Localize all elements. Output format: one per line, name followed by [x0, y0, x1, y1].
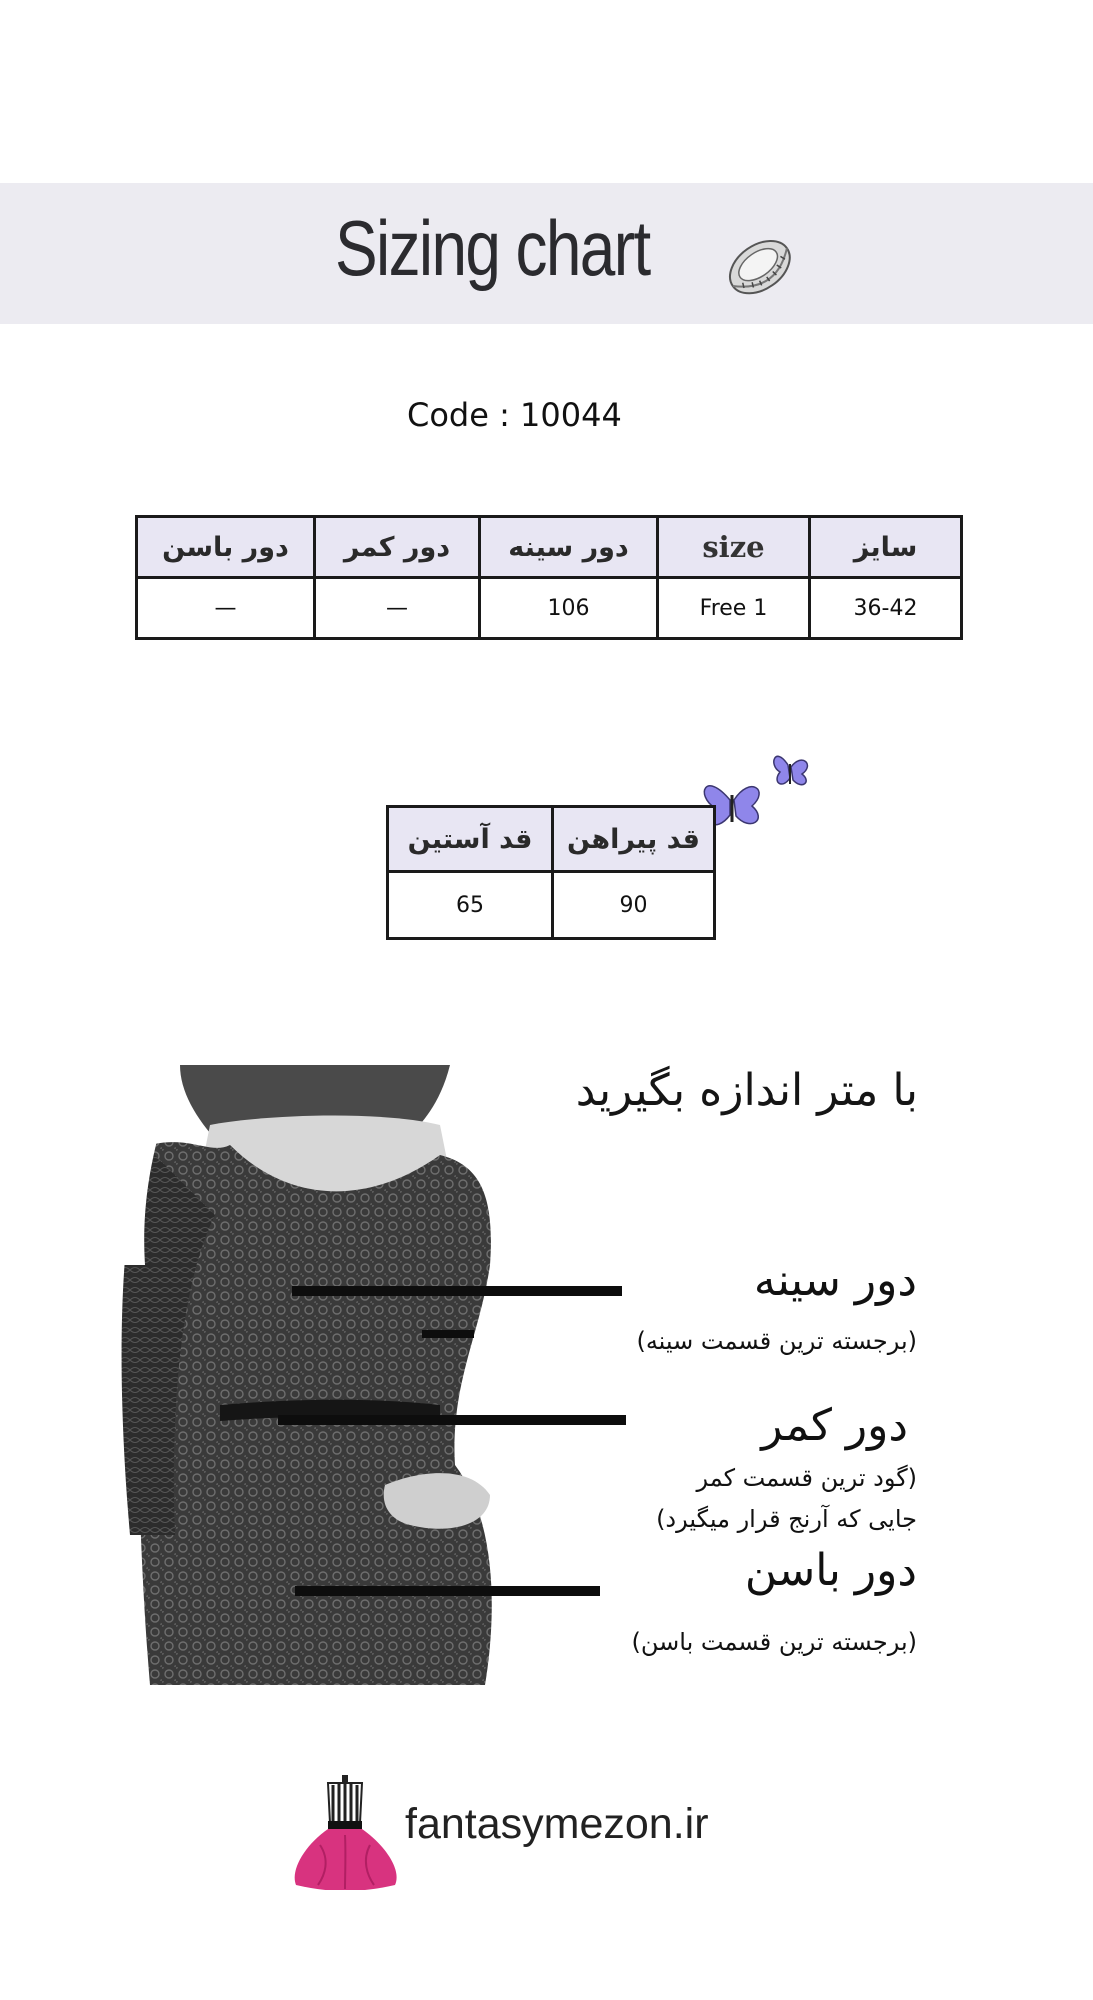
measure-guide-title: با متر اندازه بگیرید: [575, 1065, 918, 1116]
empty-value-dash: —: [386, 595, 408, 621]
measuring-tape-icon: [712, 218, 802, 308]
size-table-header-row: [137, 517, 962, 578]
header-size-fa: سایز: [810, 517, 962, 578]
cell-size-en: Free 1: [658, 578, 810, 639]
empty-value-dash: —: [214, 595, 237, 621]
product-code: Code : 10044: [407, 396, 622, 434]
length-table: [386, 805, 716, 940]
cell-bust: 106: [480, 578, 658, 639]
site-name: fantasymezon.ir: [405, 1800, 709, 1848]
cell-waist: [315, 578, 480, 639]
bust-marker-line: [422, 1330, 474, 1338]
header-dress-length: قد پیراهن: [553, 807, 715, 872]
cell-size-fa: 36-42: [810, 578, 962, 639]
bust-note: (برجسته ترین قسمت سینه): [636, 1327, 917, 1355]
hip-measure-line: [295, 1586, 600, 1596]
hip-label: دور باسن: [744, 1545, 917, 1596]
header-bust: دور سینه: [480, 517, 658, 578]
page-title: Sizing chart: [335, 204, 650, 292]
bust-label: دور سینه: [753, 1255, 917, 1306]
waist-note-line-1: (گود ترین قسمت کمر: [696, 1464, 917, 1492]
header-sleeve-length: قد آستین: [388, 807, 553, 872]
table-row: [137, 578, 962, 639]
size-table: [135, 515, 963, 640]
waist-measure-line: [278, 1415, 626, 1425]
length-table-header-row: [388, 807, 715, 872]
waist-note-line-2: جایی که آرنج قرار میگیرد): [656, 1505, 917, 1533]
bust-measure-line: [292, 1286, 622, 1296]
cell-hip: [137, 578, 315, 639]
header-hip: دور باسن: [137, 517, 315, 578]
cell-sleeve-length: 65: [388, 872, 553, 939]
hip-note: (برجسته ترین قسمت باسن): [631, 1628, 917, 1656]
cell-dress-length: 90: [553, 872, 715, 939]
header-waist: دور کمر: [315, 517, 480, 578]
waist-label: دور کمر: [761, 1400, 908, 1451]
table-row: [388, 872, 715, 939]
header-size-en: size: [658, 517, 810, 578]
dress-logo-icon: [290, 1775, 402, 1890]
